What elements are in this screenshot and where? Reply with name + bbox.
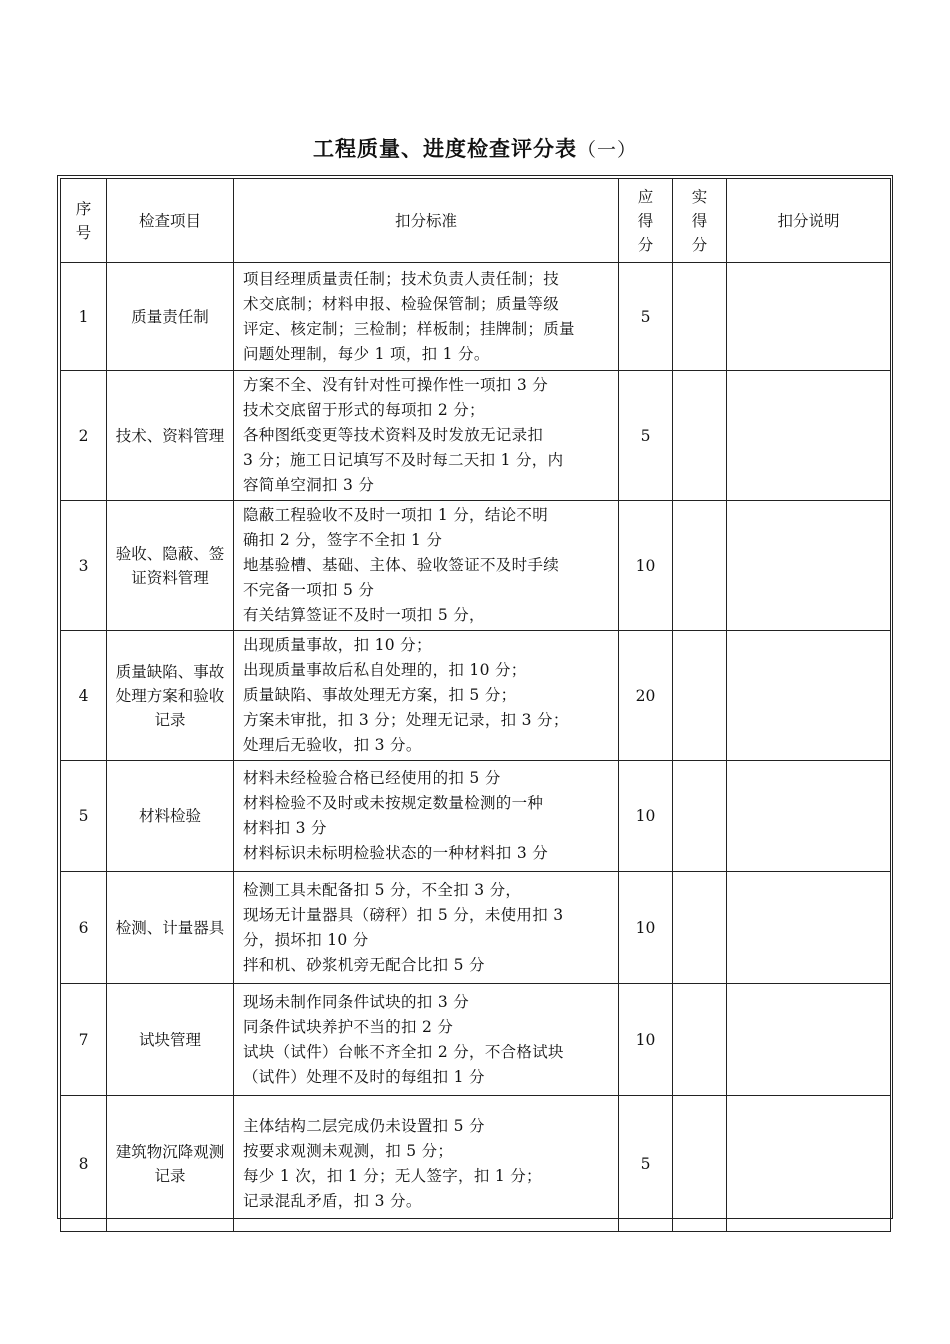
standard-line: 材料扣 3 分: [243, 819, 327, 837]
standard-line: 拌和机、砂浆机旁无配合比扣 5 分: [243, 955, 485, 974]
row-number: 1: [61, 263, 107, 371]
standard-line: 每少 1 次，扣 1 分；无人签字，扣 1 分；: [243, 1166, 542, 1185]
standard-line: 分，损坏扣 10 分: [243, 930, 369, 949]
check-item: 验收、隐蔽、签证资料管理: [107, 501, 234, 631]
standard-line: 质量缺陷、事故处理无方案，扣 5 分；: [243, 686, 517, 704]
header-actual-score: 实 得 分: [673, 179, 727, 263]
standard-line: 现场未制作同条件试块的扣 3 分: [243, 992, 470, 1011]
standard-line: 主体结构二层完成仍未设置扣 5 分: [243, 1116, 485, 1135]
standard-line: 材料标识未标明检验状态的一种材料扣 3 分: [243, 844, 549, 862]
table-row: [61, 263, 891, 371]
actual-score-cell: [673, 263, 727, 371]
deduction-standard: [234, 263, 619, 371]
table-row: [61, 984, 891, 1096]
check-item: 建筑物沉降观测记录: [107, 1096, 234, 1232]
standard-line: 容简单空洞扣 3 分: [243, 476, 375, 494]
header-note: 扣分说明: [727, 179, 891, 263]
title-text: 工程质量、进度检查评分表: [312, 137, 577, 161]
check-item: 技术、资料管理: [107, 371, 234, 501]
standard-line: 不完备一项扣 5 分: [243, 581, 375, 599]
standard-line: 评定、核定制；三检制；样板制；挂牌制；质量: [243, 319, 575, 338]
check-item: 材料检验: [107, 761, 234, 872]
standard-line: 有关结算签证不及时一项扣 5 分，: [243, 606, 485, 624]
actual-score-cell: [673, 761, 727, 872]
check-item: 试块管理: [107, 984, 234, 1096]
standard-line: 出现质量事故，扣 10 分；: [243, 636, 432, 654]
standard-line: 试块（试件）台帐不齐全扣 2 分，不合格试块: [243, 1042, 564, 1061]
actual-score-cell: [673, 984, 727, 1096]
standard-line: 术交底制；材料申报、检验保管制；质量等级: [243, 294, 560, 313]
deduction-note-cell: [727, 263, 891, 371]
deduction-standard: [234, 872, 619, 984]
table-row: [61, 501, 891, 631]
actual-score-cell: [673, 501, 727, 631]
deduction-note-cell: [727, 371, 891, 501]
standard-line: 处理后无验收，扣 3 分。: [243, 736, 422, 754]
check-item: 质量责任制: [107, 263, 234, 371]
header-no: 序 号: [61, 179, 107, 263]
deduction-standard: [234, 984, 619, 1096]
standard-line: 方案不全、没有针对性可操作性一项扣 3 分: [243, 376, 549, 394]
deduction-note-cell: [727, 761, 891, 872]
standard-line: 隐蔽工程验收不及时一项扣 1 分，结论不明: [243, 506, 549, 524]
standard-line: 方案未审批，扣 3 分；处理无记录，扣 3 分；: [243, 711, 569, 729]
row-number: 7: [61, 984, 107, 1096]
standard-line: 检测工具未配备扣 5 分，不全扣 3 分，: [243, 880, 522, 899]
deduction-note-cell: [727, 631, 891, 761]
due-score: 10: [619, 872, 673, 984]
due-score: 10: [619, 761, 673, 872]
due-score: 10: [619, 984, 673, 1096]
check-item: 质量缺陷、事故处理方案和验收记录: [107, 631, 234, 761]
header-item: 检查项目: [107, 179, 234, 263]
standard-line: 现场无计量器具（磅秤）扣 5 分，未使用扣 3: [243, 905, 564, 924]
standard-line: 材料检验不及时或未按规定数量检测的一种: [243, 794, 544, 812]
due-score: 10: [619, 501, 673, 631]
table-row: [61, 761, 891, 872]
standard-line: 3 分；施工日记填写不及时每二天扣 1 分，内: [243, 451, 564, 469]
standard-line: 同条件试块养护不当的扣 2 分: [243, 1017, 454, 1036]
deduction-note-cell: [727, 1096, 891, 1232]
actual-score-cell: [673, 371, 727, 501]
table-row: [61, 872, 891, 984]
due-score: 5: [619, 263, 673, 371]
row-number: 4: [61, 631, 107, 761]
check-item: 检测、计量器具: [107, 872, 234, 984]
page-title: [0, 133, 950, 163]
table-row: [61, 631, 891, 761]
header-row: [61, 179, 891, 263]
row-number: 8: [61, 1096, 107, 1232]
deduction-note-cell: [727, 984, 891, 1096]
standard-line: 材料未经检验合格已经使用的扣 5 分: [243, 769, 501, 787]
standard-line: （试件）处理不及时的每组扣 1 分: [243, 1067, 485, 1086]
row-number: 2: [61, 371, 107, 501]
deduction-standard: [234, 501, 619, 631]
due-score: 20: [619, 631, 673, 761]
standard-line: 各种图纸变更等技术资料及时发放无记录扣: [243, 426, 544, 444]
header-due-score: 应 得 分: [619, 179, 673, 263]
standard-line: 按要求观测未观测，扣 5 分；: [243, 1141, 454, 1160]
deduction-note-cell: [727, 501, 891, 631]
standard-line: 项目经理质量责任制；技术负责人责任制；技: [243, 269, 560, 288]
table-row: [61, 371, 891, 501]
actual-score-cell: [673, 1096, 727, 1232]
score-table-frame: [57, 175, 893, 1219]
standard-line: 地基验槽、基础、主体、验收签证不及时手续: [243, 556, 560, 574]
standard-line: 技术交底留于形式的每项扣 2 分；: [243, 401, 485, 419]
standard-line: 问题处理制，每少 1 项，扣 1 分。: [243, 344, 490, 363]
title-suffix: （一）: [576, 139, 637, 161]
standard-line: 确扣 2 分，签字不全扣 1 分: [243, 531, 443, 549]
row-number: 6: [61, 872, 107, 984]
row-number: 3: [61, 501, 107, 631]
header-standard: 扣分标准: [234, 179, 619, 263]
due-score: 5: [619, 1096, 673, 1232]
standard-line: 记录混乱矛盾，扣 3 分。: [243, 1191, 422, 1210]
deduction-note-cell: [727, 872, 891, 984]
row-number: 5: [61, 761, 107, 872]
standard-line: 出现质量事故后私自处理的，扣 10 分；: [243, 661, 527, 679]
actual-score-cell: [673, 872, 727, 984]
actual-score-cell: [673, 631, 727, 761]
deduction-standard: [234, 631, 619, 761]
table-row: [61, 1096, 891, 1232]
score-table: [60, 178, 891, 1232]
deduction-standard: [234, 761, 619, 872]
due-score: 5: [619, 371, 673, 501]
deduction-standard: [234, 371, 619, 501]
deduction-standard: [234, 1096, 619, 1232]
